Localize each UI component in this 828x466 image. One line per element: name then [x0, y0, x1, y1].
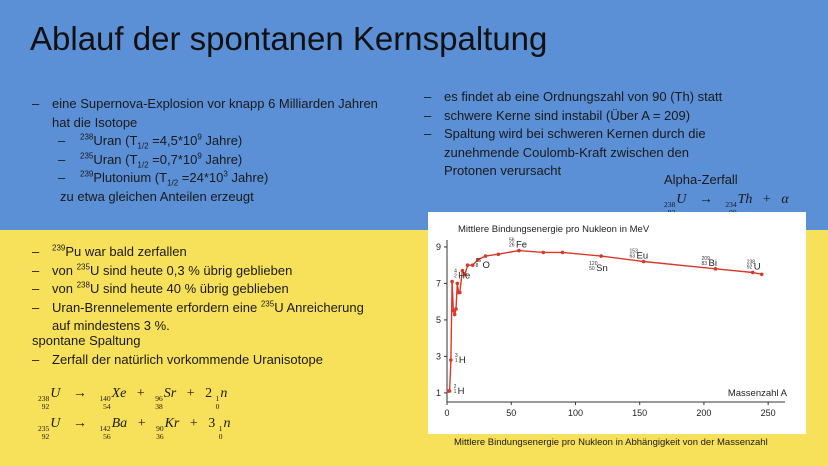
arrow-icon: →	[698, 192, 713, 207]
annotation-atomic-number: 83	[701, 260, 708, 267]
list-item-continuation: hat die Isotope	[52, 114, 138, 130]
annotation-symbol: Eu	[636, 250, 649, 262]
spontaneous-fission-block	[32, 332, 323, 369]
list-item: – Uran-Brennelemente erfordern eine $^{235}$U Anreicherung	[32, 299, 364, 315]
list-item-continuation: Protonen verursacht	[444, 163, 562, 178]
alpha-decay-equation: 238 U → 234 Th + α	[664, 192, 789, 209]
annotation-symbol: H	[458, 355, 466, 367]
annotation-atomic-number: 92	[746, 264, 753, 271]
lower-bullet-list	[32, 243, 364, 336]
list-item-continuation: zu etwa gleichen Anteilen erzeugt	[60, 188, 254, 204]
annotation-atomic-number: 50	[589, 266, 595, 273]
annotation-mass-number: 56	[508, 237, 515, 244]
list-item: – eine Supernova-Explosion vor knapp 6 Milliarden Jahren	[32, 96, 378, 111]
data-point	[599, 254, 603, 258]
annotation-atomic-number: 1	[453, 389, 457, 396]
annotation-symbol: U	[753, 261, 761, 273]
arrow-icon: →	[72, 416, 87, 431]
annotation-mass-number: 16	[475, 258, 482, 265]
list-item: – Zerfall der natürlich vorkommende Uranisotope	[32, 351, 323, 367]
data-point	[760, 273, 764, 277]
arrow-icon: →	[72, 386, 87, 401]
list-item: – es findet ab eine Ordnungszahl von 90 (Th) statt	[424, 89, 723, 104]
data-point	[542, 251, 546, 255]
annotation-atomic-number: 8	[475, 263, 479, 270]
left-bullet-list	[32, 95, 378, 206]
section-heading: spontane Spaltung	[32, 333, 141, 348]
sub-item-uran-235: – $^{235}$Uran ($T_{1/2} =0,7*10^9$ Jahre)	[58, 151, 243, 170]
annotation-symbol: H	[457, 386, 465, 398]
annotation-mass-number: 209	[701, 255, 710, 262]
data-point	[453, 313, 457, 317]
sub-item-uran-238: – $^{238}$Uran ($T_{1/2} =4,5*10^9$ Jahre)	[58, 132, 243, 151]
annotation-atomic-number: 1	[454, 358, 458, 365]
chart-title: Mittlere Bindungsenergie pro Nukleon in MeV	[458, 224, 650, 235]
y-tick-label: 7	[435, 278, 441, 289]
annotation-mass-number: 153	[629, 248, 638, 255]
right-bullet-list	[424, 88, 723, 181]
chart-panel	[428, 212, 806, 434]
sub-item-plutonium-239: – $^{239}$Plutonium ($T_{1/2} =24*10^3$ Jahre)	[58, 169, 269, 188]
annotation-mass-number: 3	[454, 353, 458, 360]
annotation-symbol: Fe	[515, 239, 528, 251]
data-point	[455, 282, 459, 286]
data-point	[458, 291, 462, 295]
list-item: – von $^{238}$U sind heute 40 % übrig geblieben	[32, 280, 289, 296]
annotation-symbol: Sn	[596, 263, 608, 275]
x-tick-label: 150	[632, 408, 648, 418]
annotation-mass-number: 238	[746, 259, 756, 266]
annotation-symbol: He	[458, 270, 471, 282]
data-point	[471, 263, 475, 267]
data-point	[450, 280, 454, 284]
y-tick-label: 3	[435, 351, 441, 362]
annotation-mass-number: 2	[453, 384, 457, 391]
x-tick-label: 250	[760, 408, 776, 418]
x-tick-label: 0	[444, 408, 450, 418]
annotation-symbol: O	[482, 260, 490, 272]
fission-equation-u238: 238 92 U → 140 54 Xe + 96 38 Sr + 2 1 0 n	[38, 386, 228, 411]
chart-caption: Mittlere Bindungsenergie pro Nukleon in Abhängigkeit von der Massenzahl	[454, 437, 768, 448]
annotation-mass-number: 120	[589, 261, 598, 268]
x-tick-label: 100	[567, 408, 583, 418]
annotation-symbol: Bi	[708, 257, 717, 269]
data-point	[449, 358, 453, 362]
x-tick-label: 200	[696, 408, 712, 418]
list-item-continuation: zunehmende Coulomb-Kraft zwischen den	[444, 144, 689, 160]
annotation-atomic-number: 26	[508, 242, 515, 249]
annotation-atomic-number: 63	[629, 253, 636, 260]
binding-energy-chart	[428, 212, 806, 434]
data-point	[454, 307, 458, 311]
alpha-decay-label: Alpha-Zerfall	[664, 172, 738, 187]
list-item: – $^{239}$Pu war bald zerfallen	[32, 243, 187, 259]
y-tick-label: 9	[435, 241, 441, 252]
y-tick-label: 1	[435, 387, 441, 398]
list-item-continuation: auf mindestens 3 %.	[52, 318, 170, 333]
annotation-mass-number: 4	[454, 268, 457, 275]
list-item: – Spaltung wird bei schweren Kernen durch die	[424, 126, 706, 141]
slide-title: Ablauf der spontanen Kernspaltung	[30, 20, 548, 57]
data-point	[466, 263, 470, 267]
annotation-atomic-number: 2	[454, 273, 457, 280]
x-tick-label: 50	[506, 408, 517, 418]
data-point	[448, 389, 452, 393]
list-item: – schwere Kerne sind instabil (Über A = 209)	[424, 107, 691, 123]
list-item: – von $^{235}$U sind heute 0,3 % übrig geblieben	[32, 262, 293, 278]
data-point	[561, 251, 565, 255]
y-tick-label: 5	[435, 314, 441, 325]
data-point	[484, 254, 488, 258]
x-axis-label: Massenzahl A	[727, 388, 787, 399]
data-point	[497, 252, 501, 256]
fission-equation-u235: 235 92 U → 142 56 Ba + 90 36 Kr + 3 1 0 n	[38, 416, 231, 441]
